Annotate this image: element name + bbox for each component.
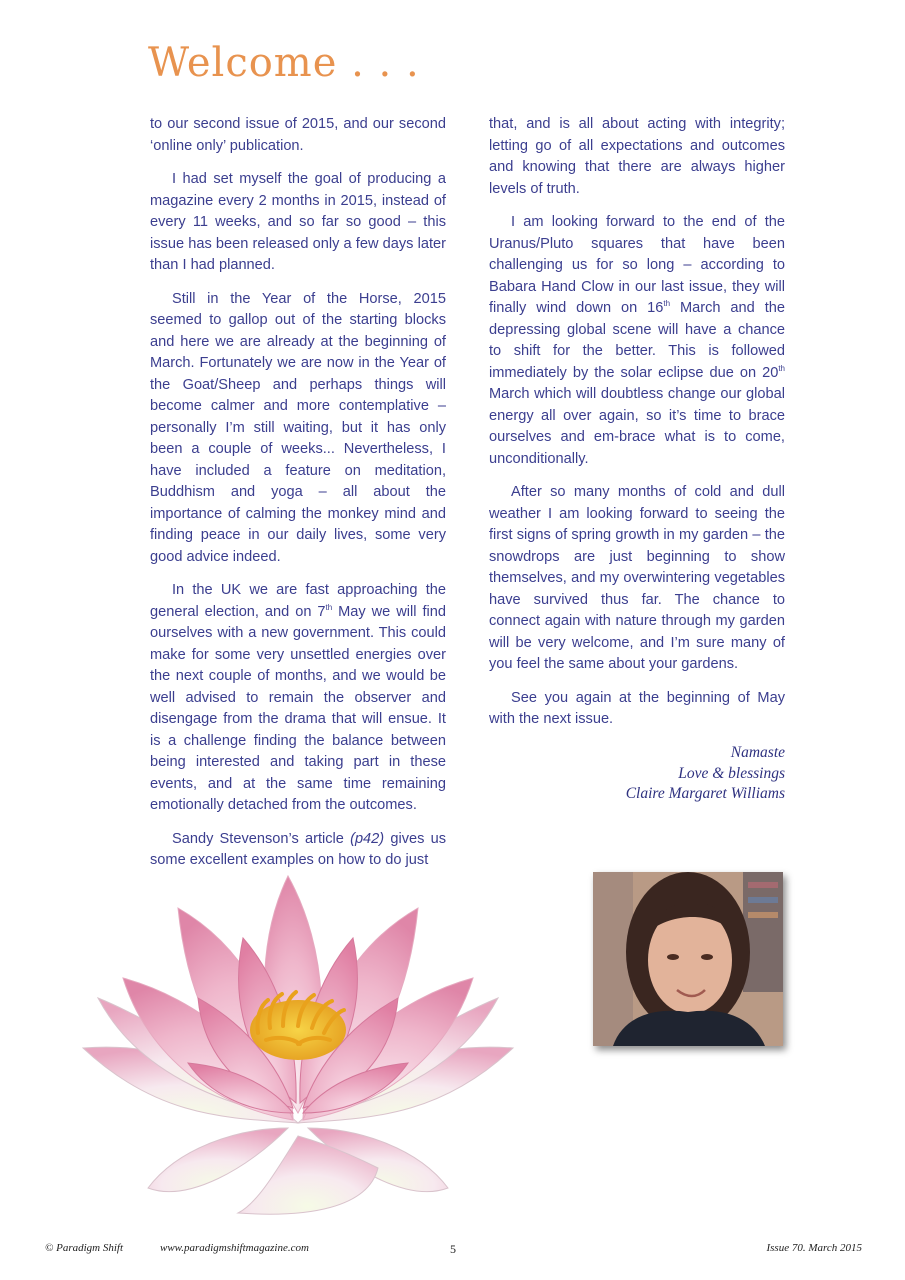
paragraph: that, and is all about acting with integrity; letting go of all expectations and outcomes and knowing that there are always higher levels of truth. [489, 116, 785, 197]
footer-issue: Issue 70. March 2015 [766, 1242, 862, 1254]
page-title: Welcome . . . [148, 40, 420, 86]
footer-url[interactable]: www.paradigmshiftmagazine.com [160, 1242, 309, 1254]
paragraph: to our second issue of 2015, and our second ‘online only’ publication. [150, 116, 446, 154]
lotus-flower-image [78, 868, 518, 1218]
right-column [489, 114, 785, 743]
paragraph: Still in the Year of the Horse, 2015 seemed to gallop out of the starting blocks and here we are already at the beginning of March. Fortunately we are now in the Year of the Goat/Sheep and perhaps things will become calmer and more contemplative – personally I’m still waiting, but it has only been a couple of weeks... Nevertheless, I have included a feature on meditation, Buddhism and yoga – all about the importance of calming the monkey mind and finding peace in our daily lives, some very good advice indeed. [150, 290, 446, 565]
page-number: 5 [450, 1242, 456, 1256]
paragraph: I had set myself the goal of producing a magazine every 2 months in 2015, instead of every 11 weeks, and so far so good – this issue has been released only a few days later than I had planned. [150, 171, 446, 273]
page-footer [0, 1242, 905, 1258]
paragraph: After so many months of cold and dull weather I am looking forward to seeing the first signs of spring growth in my garden – the snowdrops are just beginning to show themselves, and my overwintering vegetables have survived thus far. The chance to connect again with nature through my garden will be very welcome, and I’m sure many of you feel the same about your gardens. [489, 484, 785, 672]
paragraph: I am looking forward to the end of the Uranus/Pluto squares that have been challenging us for so long – according to Babara Hand Clow in our last issue, they will finally wind down on 16th March and the depressing global scene will have a chance to shift for the better. This is followed immediately by the solar eclipse due on 20th March which will doubtless change our global energy all over again, so it’s time to brace ourselves and em-brace what is to come, unconditionally. [489, 214, 785, 467]
signoff-line: Namaste [730, 744, 785, 761]
page-reference: (p42) [350, 830, 385, 847]
paragraph: Sandy Stevenson’s article (p42) gives us some excellent examples on how to do just [150, 830, 446, 868]
signoff [489, 743, 785, 805]
portrait-image [593, 872, 783, 1046]
paragraph: See you again at the beginning of May with the next issue. [489, 689, 785, 727]
signoff-name: Claire Margaret Williams [625, 785, 785, 802]
footer-copyright: © Paradigm Shift [45, 1242, 124, 1254]
paragraph: In the UK we are fast approaching the general election, and on 7th May we will find ourselves with a new government. This could make for some very unsettled energies over the next couple of months, and we would be well advised to remain the observer and disengage from the drama that will ensue. It is a challenge finding the balance between being interested and taking part in these events, and at the same time remaining emotionally detached from the outcomes. [150, 582, 446, 813]
editor-portrait-photo [593, 872, 783, 1046]
signoff-line: Love & blessings [678, 764, 785, 782]
left-column [150, 114, 446, 884]
